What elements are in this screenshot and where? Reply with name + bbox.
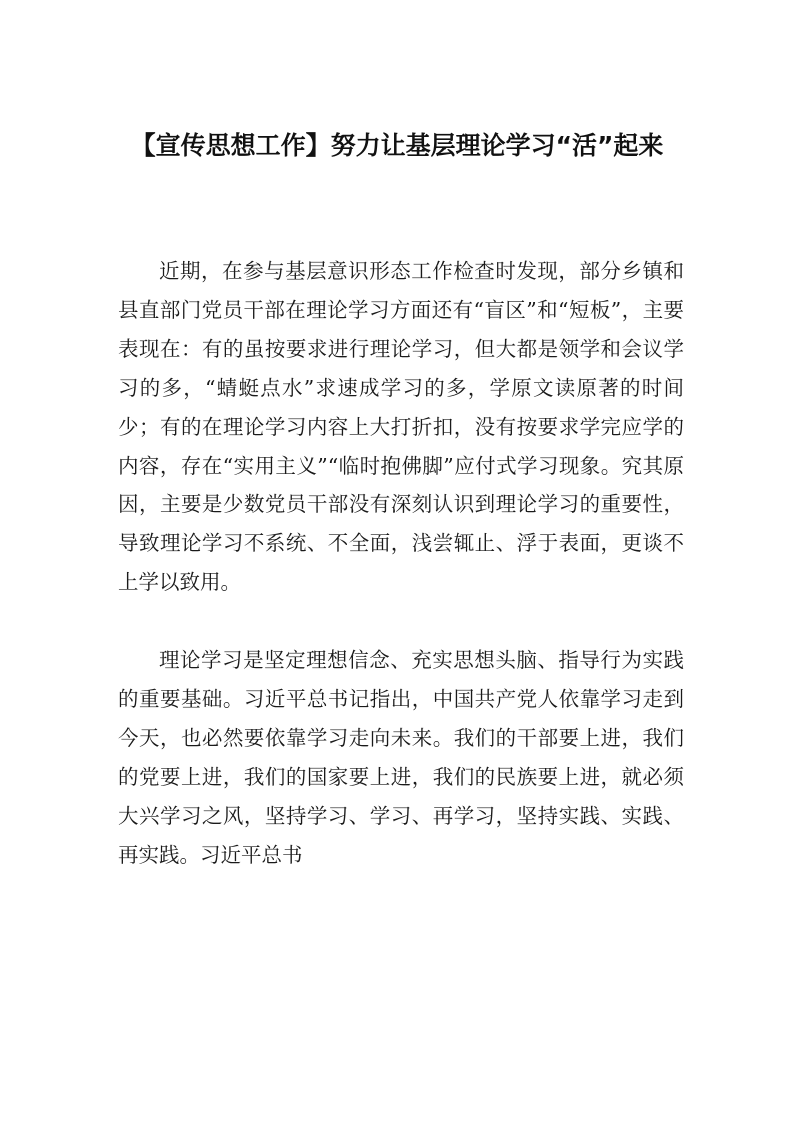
paragraph-2: 理论学习是坚定理想信念、充实思想头脑、指导行为实践的重要基础。习近平总书记指出，中国共产党人依靠学习走到今天，也必然要依靠学习走向未来。我们的干部要上进，我们的党要上进，我们的国家要上进，我们的民族要上进，就必须大兴学习之风，坚持学习、学习、再学习，坚持实践、实践、再实践。习近平总书 — [118, 648, 684, 867]
document-title: 【宣传思想工作】努力让基层理论学习“活”起来 — [130, 131, 664, 160]
paragraph-1: 近期，在参与基层意识形态工作检查时发现，部分乡镇和县直部门党员干部在理论学习方面还有“盲区”和“短板”，主要表现在：有的虽按要求进行理论学习，但大都是领学和会议学习的多，“蜻蜓点水”求速成学习的多，学原文读原著的时间少；有的在理论学习内容上大打折扣，没有按要求学完应学的内容，存在“实用主义”“临时抱佛脚”应付式学习现象。究其原因，主要是少数党员干部没有深刻认识到理论学习的重要性，导致理论学习不系统、不全面，浅尝辄止、浮于表面，更谈不上学以致用。 — [118, 259, 684, 595]
document-body — [118, 252, 684, 874]
